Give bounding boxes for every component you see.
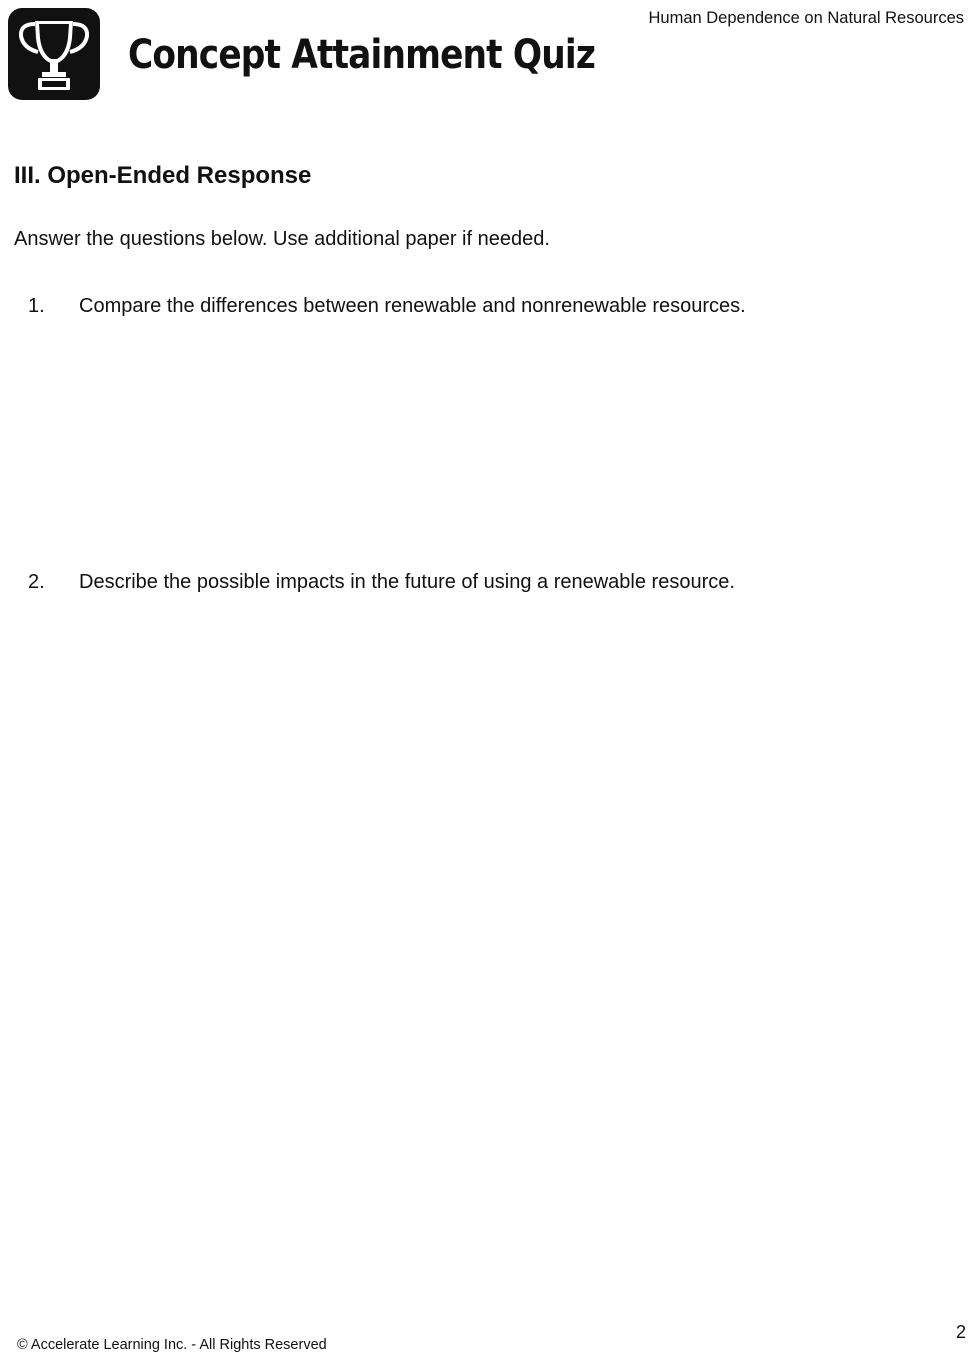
instructions: Answer the questions below. Use additional paper if needed. [14, 228, 550, 250]
header-subject: Human Dependence on Natural Resources [648, 9, 964, 27]
question-2 [28, 571, 735, 594]
trophy-icon [8, 8, 100, 100]
copyright-notice: © Accelerate Learning Inc. - All Rights Reserved [17, 1337, 327, 1353]
question-1 [28, 295, 746, 318]
question-number: 1. [28, 295, 45, 317]
quiz-title: Concept Attainment Quiz [128, 32, 595, 78]
question-text: Compare the differences between renewable and nonrenewable resources. [79, 295, 746, 317]
section-heading: III. Open-Ended Response [14, 162, 312, 189]
question-text: Describe the possible impacts in the future of using a renewable resource. [79, 571, 735, 593]
page-number: 2 [955, 1322, 966, 1342]
question-number: 2. [28, 571, 45, 593]
